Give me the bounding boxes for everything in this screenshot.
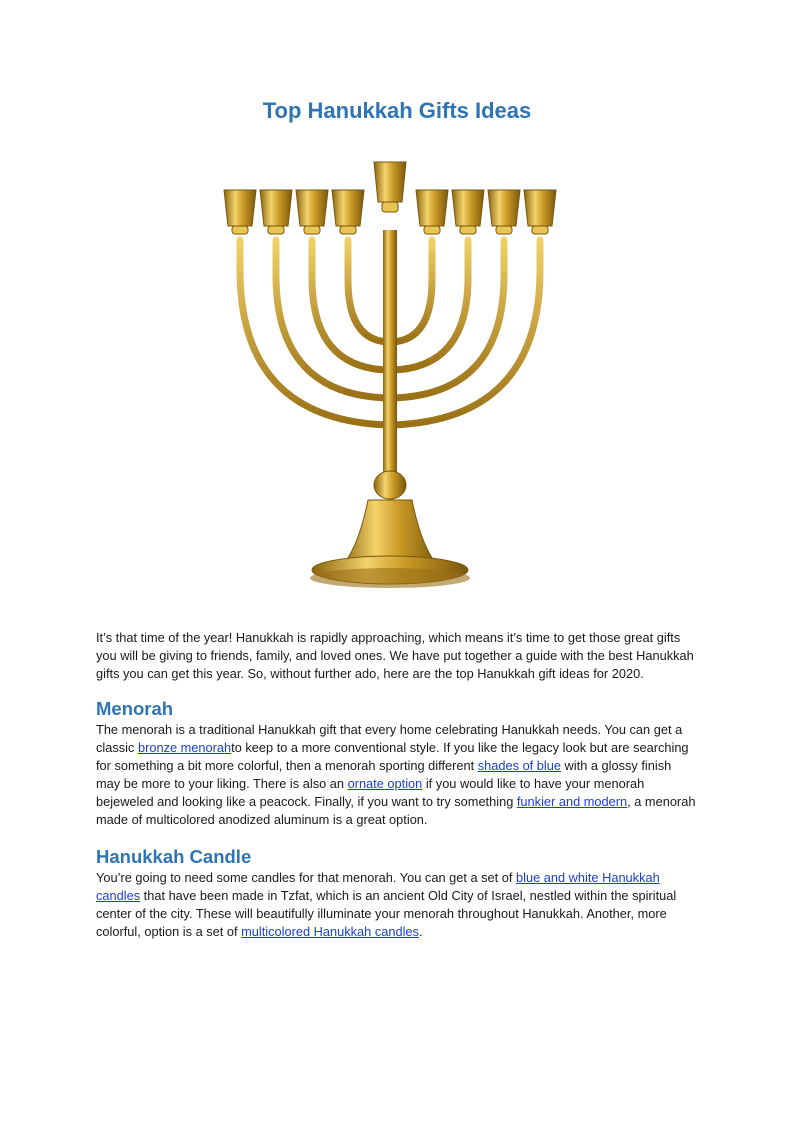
menorah-image	[218, 160, 570, 600]
funkier-modern-link[interactable]: funkier and modern	[516, 794, 628, 809]
menorah-text-1: The menorah is a traditional Hanukkah gift that every home celebrating Hanukkah needs. You can get a classic	[96, 722, 683, 755]
intro-paragraph: It’s that time of the year! Hanukkah is rapidly approaching, which means it’s time to get those great gifts you will be giving to friends, family, and loved ones. We have put together a guide with the best Hanukkah gifts you can get this year. So, without further ado, here are the top Hanukkah gift ideas for 2020.	[96, 630, 694, 681]
bronze-menorah-link[interactable]: bronze menorah	[137, 740, 232, 755]
menorah-text-5: , a menorah made of multicolored anodized aluminum is a great option.	[96, 794, 696, 827]
menorah-paragraph	[96, 721, 696, 829]
candle-text-3: .	[418, 924, 423, 939]
menorah-text-4: if you would like to have your menorah bejeweled and looking like a peacock. Finally, if you want to try something	[96, 776, 645, 809]
menorah-heading: Menorah	[96, 698, 174, 719]
candle-paragraph	[96, 869, 696, 941]
candle-heading: Hanukkah Candle	[96, 846, 252, 867]
menorah-text-2: to keep to a more conventional style. If you like the legacy look but are searching for something a bit more colorful, then a menorah sporting different	[96, 740, 689, 773]
blue-white-candles-link[interactable]: blue and white Hanukkah candles	[96, 870, 660, 903]
menorah-text-3: with a glossy finish may be more to your liking. There is also an	[96, 758, 672, 791]
candle-text-2: that have been made in Tzfat, which is an ancient Old City of Israel, nestled within the spiritual center of the city. These will beautifully illuminate your menorah throughout Hanukkah. Another, more colorful, option is a set of	[96, 888, 677, 939]
page-title: Top Hanukkah Gifts Ideas	[262, 98, 532, 123]
ornate-option-link[interactable]: ornate option	[347, 776, 423, 791]
article-body	[96, 629, 696, 941]
candle-text-1: You’re going to need some candles for that menorah. You can get a set of	[96, 870, 516, 885]
multicolored-candles-link[interactable]: multicolored Hanukkah candles	[241, 924, 419, 939]
shades-of-blue-link[interactable]: shades of blue	[477, 758, 561, 773]
brass-menorah-icon	[218, 160, 570, 600]
